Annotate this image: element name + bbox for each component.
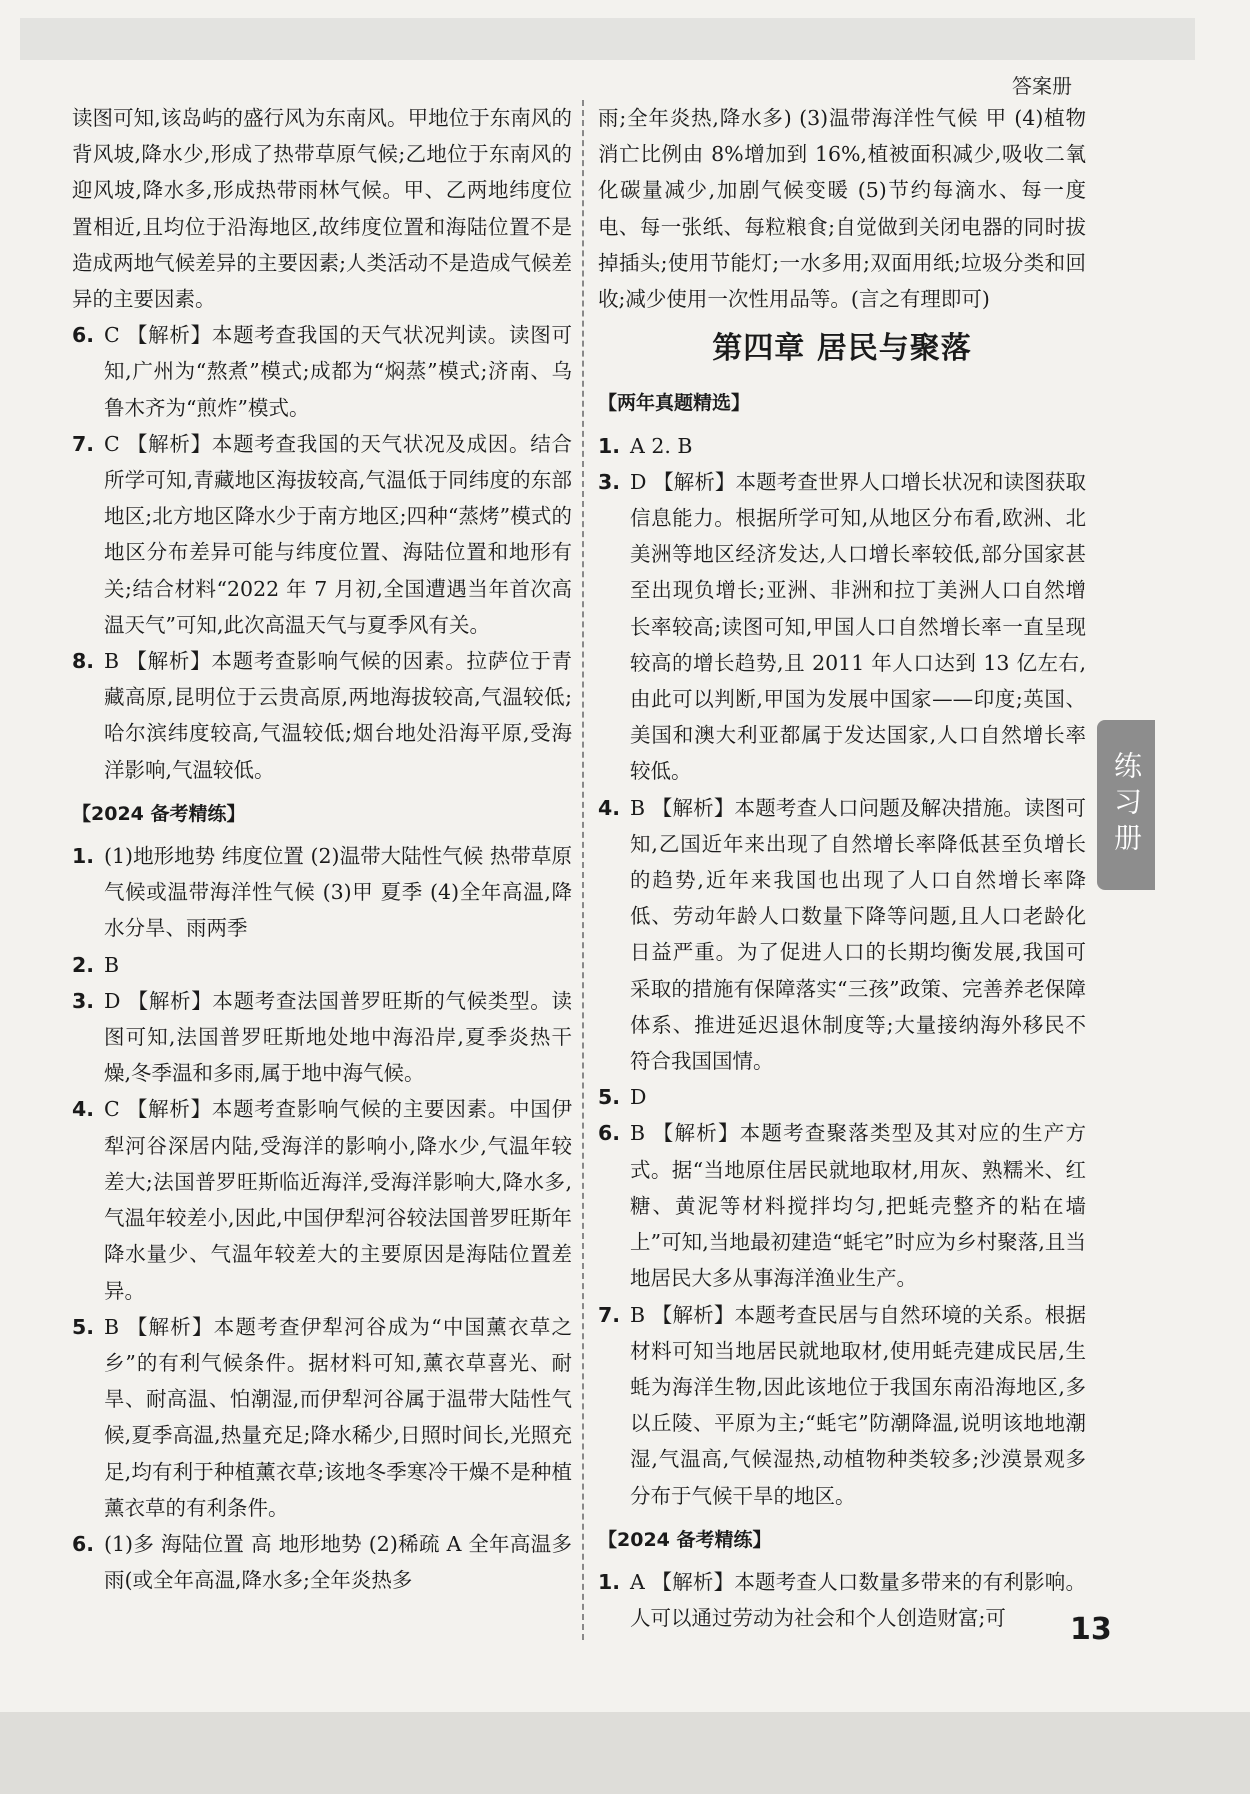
answer-item bbox=[598, 464, 1086, 790]
item-number: 1. bbox=[72, 844, 95, 869]
right-intro-paragraph: 雨;全年炎热,降水多) (3)温带海洋性气候 甲 (4)植物消亡比例由 8%增加到 16%,植被面积减少,吸收二氧化碳量减少,加剧气候变暖 (5)节约每滴水、每一度电、每一张纸、每粒粮食;自觉做到关闭电器的同时拔掉插头;使用节能灯;一水多用;双面用纸;垃圾分类和回收;减少使用一次性用品等。(言之有理即可) bbox=[598, 106, 1086, 312]
item-number: 3. bbox=[72, 988, 95, 1013]
header-label: 答案册 bbox=[1012, 74, 1072, 98]
item-text: B bbox=[104, 952, 120, 977]
item-text: B 【解析】本题考查伊犁河谷成为“中国薰衣草之乡”的有利气候条件。据材料可知,薰衣草喜光、耐旱、耐高温、怕潮湿,而伊犁河谷属于温带大陆性气候,夏季高温,热量充足;降水稀少,日照时间长,光照充足,均有利于种植薰衣草;该地冬季寒冷干燥不是种植薰衣草的有利条件。 bbox=[104, 1314, 572, 1520]
item-text: C 【解析】本题考查影响气候的主要因素。中国伊犁河谷深居内陆,受海洋的影响小,降水少,气温年较差大;法国普罗旺斯临近海洋,受海洋影响大,降水多,气温年较差小,因此,中国伊犁河谷较法国普罗旺斯年降水量少、气温年较差大的主要原因是海陆位置差异。 bbox=[104, 1097, 572, 1303]
item-text: A 2. B bbox=[630, 433, 693, 458]
item-text: A 【解析】本题考查人口数量多带来的有利影响。人可以通过劳动为社会和个人创造财富;可 bbox=[630, 1569, 1086, 1631]
answer-item bbox=[598, 1564, 1086, 1636]
answer-item bbox=[72, 1526, 572, 1598]
item-number: 5. bbox=[72, 1314, 95, 1339]
answer-item bbox=[72, 643, 572, 788]
item-number: 6. bbox=[598, 1121, 621, 1146]
answer-item bbox=[72, 317, 572, 426]
item-text: B 【解析】本题考查影响气候的因素。拉萨位于青藏高原,昆明位于云贵高原,两地海拔较高,气温较低;哈尔滨纬度较高,气温较低;烟台地处沿海平原,受海洋影响,气温较低。 bbox=[104, 649, 572, 782]
item-text: D 【解析】本题考查世界人口增长状况和读图获取信息能力。根据所学可知,从地区分布看,欧洲、北美洲等地区经济发达,人口增长率较低,部分国家甚至出现负增长;亚洲、非洲和拉丁美洲人口自然增长率较高;读图可知,甲国人口自然增长率一直呈现较高的增长趋势,且 2011 年人口达到 13 亿左右,由此可以判断,甲国为发展中国家——印度;英国、美国和澳大利亚都属于发达国家,人口自然增长率较低。 bbox=[630, 469, 1086, 784]
answer-item bbox=[598, 1115, 1086, 1296]
item-text: B 【解析】本题考查人口问题及解决措施。读图可知,乙国近年来出现了自然增长率降低甚至负增长的趋势,近年来我国也出现了人口自然增长率降低、劳动年龄人口数量下降等问题,且人口老龄化日益严重。为了促进人口的长期均衡发展,我国可采取的措施有保障落实“三孩”政策、完善养老保障体系、推进延迟退休制度等;大量接纳海外移民不符合我国国情。 bbox=[630, 795, 1086, 1074]
item-number: 6. bbox=[72, 1531, 95, 1556]
side-tab-practice-book bbox=[1097, 720, 1155, 890]
item-text: D bbox=[630, 1085, 647, 1110]
section-title-2024: 【2024 备考精练】 bbox=[72, 802, 246, 825]
item-number: 1. bbox=[598, 433, 621, 458]
item-text: B 【解析】本题考查聚落类型及其对应的生产方式。据“当地原住居民就地取材,用灰、熟糯米、红糖、黄泥等材料搅拌均匀,把蚝壳整齐的粘在墙上”可知,当地最初建造“蚝宅”时应为乡村聚落,且当地居民大多从事海洋渔业生产。 bbox=[630, 1121, 1086, 1291]
answer-item bbox=[72, 1309, 572, 1526]
left-column bbox=[72, 100, 572, 1598]
answer-item bbox=[598, 1297, 1086, 1514]
item-text: (1)地形地势 纬度位置 (2)温带大陆性气候 热带草原气候或温带海洋性气候 (3)甲 夏季 (4)全年高温,降水分旱、雨两季 bbox=[104, 844, 572, 941]
side-tab-label: 练习册 bbox=[1110, 751, 1143, 859]
answer-item bbox=[72, 983, 572, 1092]
bottom-scan-band bbox=[0, 1712, 1250, 1794]
page-number: 13 bbox=[1070, 1612, 1112, 1647]
item-number: 2. bbox=[72, 952, 95, 977]
right-column bbox=[598, 100, 1086, 1636]
answer-item bbox=[72, 1091, 572, 1308]
answer-item bbox=[598, 1079, 1086, 1115]
item-number: 4. bbox=[72, 1097, 95, 1122]
item-number: 4. bbox=[598, 795, 621, 820]
column-divider bbox=[582, 100, 584, 1640]
item-number: 7. bbox=[598, 1302, 621, 1327]
item-text: C 【解析】本题考查我国的天气状况及成因。结合所学可知,青藏地区海拔较高,气温低于同纬度的东部地区;北方地区降水少于南方地区;四种“蒸烤”模式的地区分布差异可能与纬度位置、海陆位置和地形有关;结合材料“2022 年 7 月初,全国遭遇当年首次高温天气”可知,此次高温天气与夏季风有关。 bbox=[104, 431, 572, 637]
top-scan-band bbox=[20, 18, 1195, 60]
item-text: B 【解析】本题考查民居与自然环境的关系。根据材料可知当地居民就地取材,使用蚝壳建成民居,生蚝为海洋生物,因此该地位于我国东南沿海地区,多以丘陵、平原为主;“蚝宅”防潮降温,说明该地地潮湿,气温高,气候湿热,动植物种类较多;沙漠景观多分布于气候干旱的地区。 bbox=[630, 1302, 1086, 1508]
answer-item bbox=[598, 790, 1086, 1080]
left-intro-paragraph: 读图可知,该岛屿的盛行风为东南风。甲地位于东南风的背风坡,降水少,形成了热带草原气候;乙地位于东南风的迎风坡,降水多,形成热带雨林气候。甲、乙两地纬度位置相近,且均位于沿海地区,故纬度位置和海陆位置不是造成两地气候差异的主要因素;人类活动不是造成气候差异的主要因素。 bbox=[72, 106, 572, 312]
item-text: (1)多 海陆位置 高 地形地势 (2)稀疏 A 全年高温多雨(或全年高温,降水多;全年炎热多 bbox=[104, 1531, 572, 1593]
section-title-real-exams: 【两年真题精选】 bbox=[598, 392, 751, 415]
answer-item bbox=[72, 947, 572, 983]
item-text: C 【解析】本题考查我国的天气状况判读。读图可知,广州为“熬煮”模式;成都为“焖蒸”模式;济南、乌鲁木齐为“煎炸”模式。 bbox=[104, 323, 572, 420]
answer-item bbox=[72, 838, 572, 947]
answer-item bbox=[598, 428, 1086, 464]
item-number: 6. bbox=[72, 323, 95, 348]
section-title-2024: 【2024 备考精练】 bbox=[598, 1528, 772, 1551]
answer-item bbox=[72, 426, 572, 643]
chapter-title: 第四章 居民与聚落 bbox=[712, 331, 972, 367]
item-number: 1. bbox=[598, 1569, 621, 1594]
item-number: 5. bbox=[598, 1085, 621, 1110]
item-number: 7. bbox=[72, 431, 95, 456]
item-text: D 【解析】本题考查法国普罗旺斯的气候类型。读图可知,法国普罗旺斯地处地中海沿岸,夏季炎热干燥,冬季温和多雨,属于地中海气候。 bbox=[104, 988, 572, 1086]
item-number: 8. bbox=[72, 649, 95, 674]
item-number: 3. bbox=[598, 469, 621, 494]
